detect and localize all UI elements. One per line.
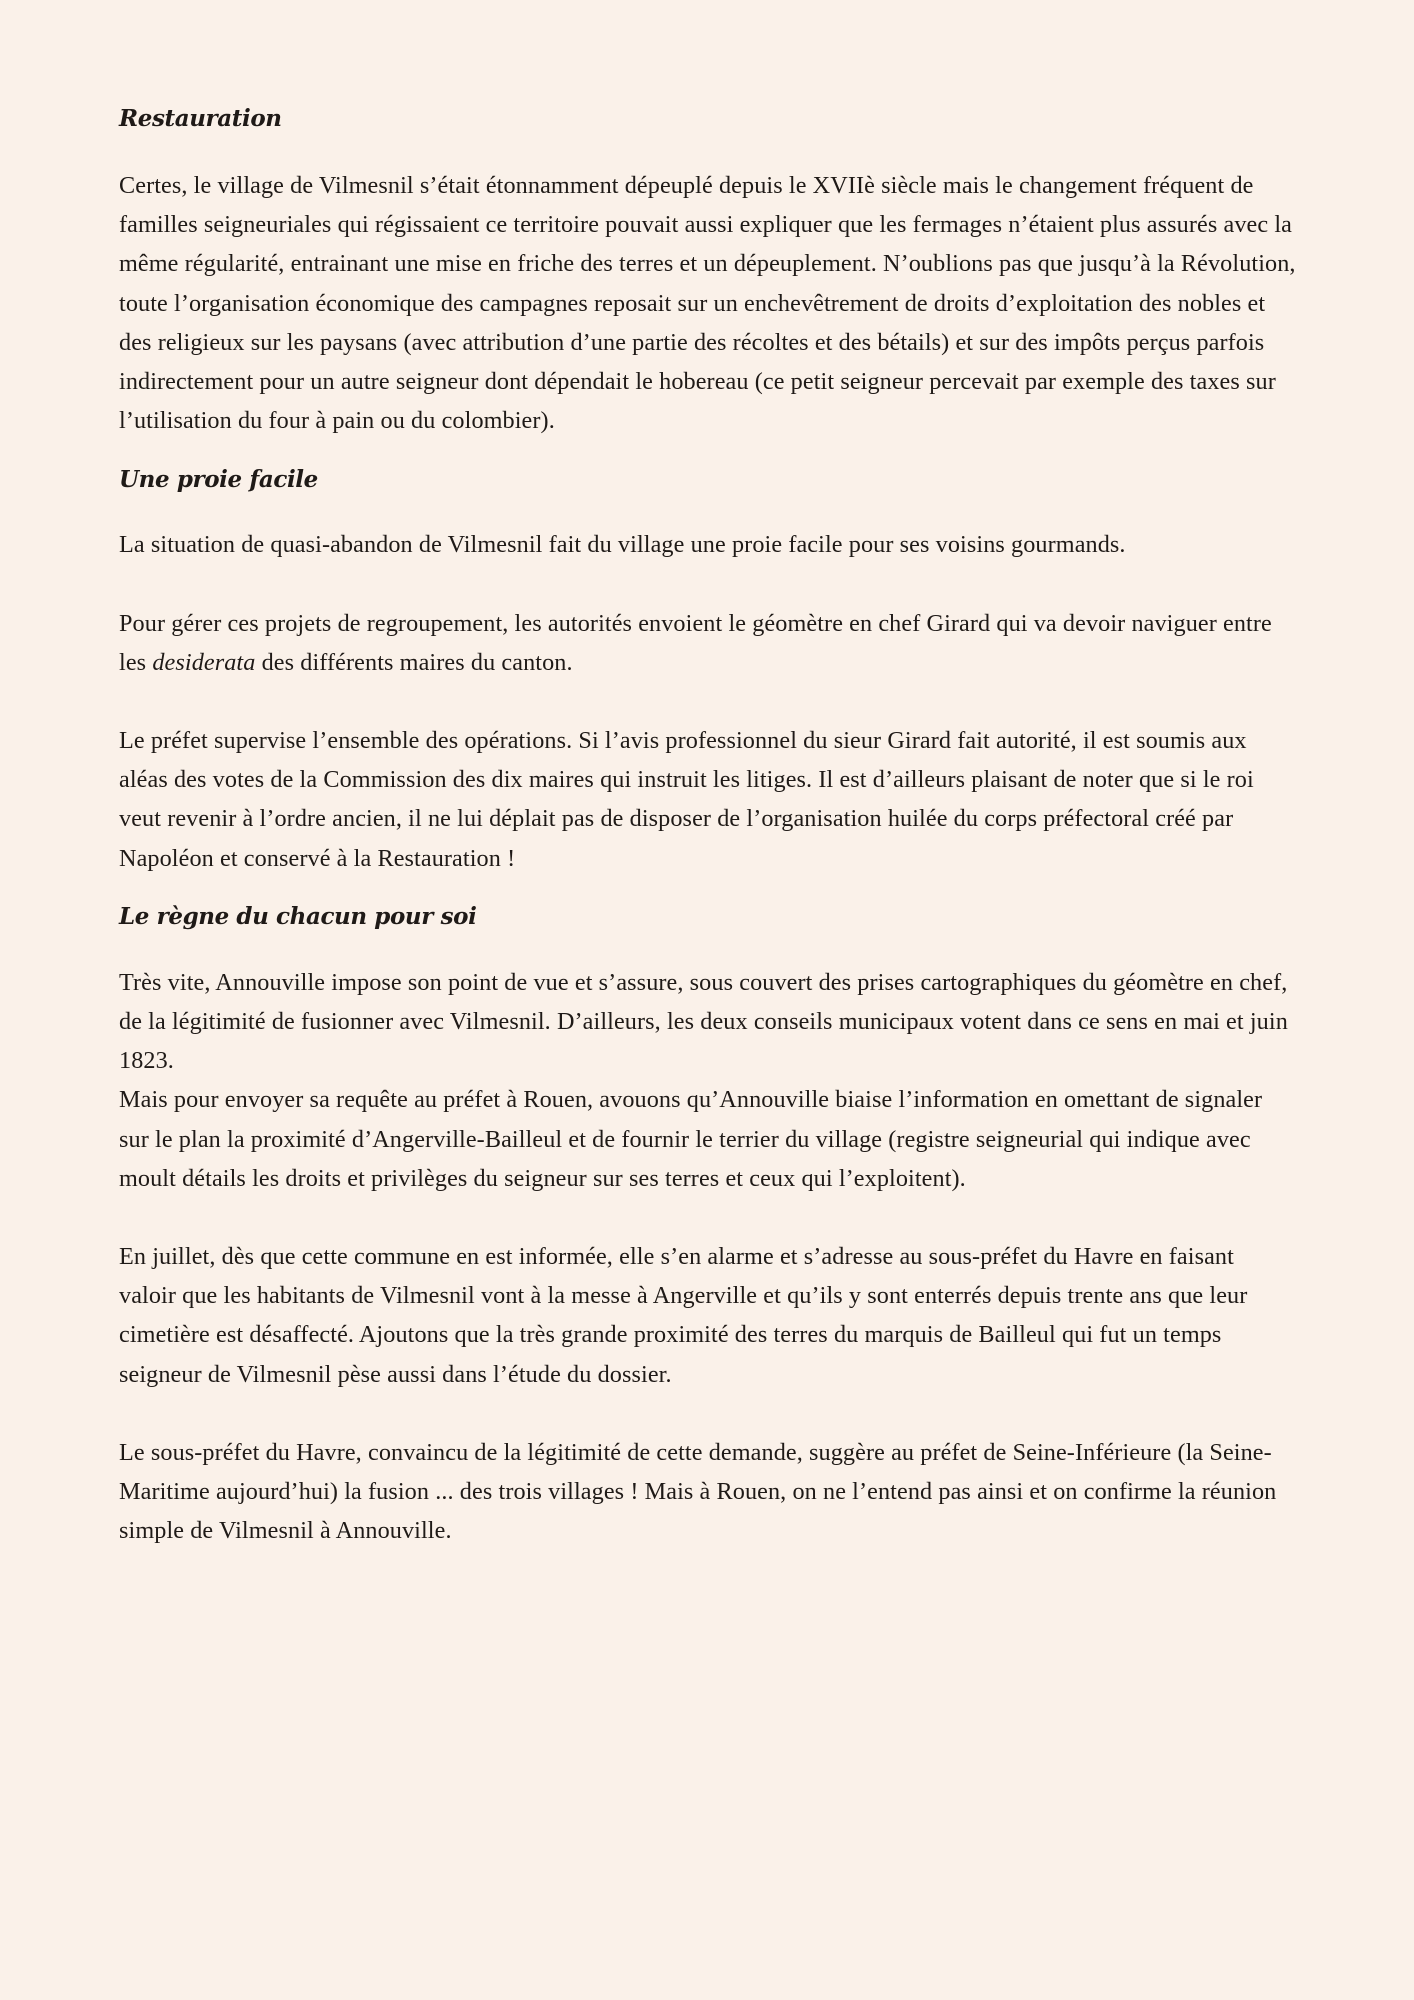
- paragraph: Le préfet supervise l’ensemble des opérations. Si l’avis professionnel du sieur Girard fait autorité, il est soumis aux aléas des votes de la Commission des dix maires qui instruit les litiges. Il est d’ailleurs plaisant de noter que si le roi veut revenir à l’ordre ancien, il ne lui déplait pas de disposer de l’organisation huilée du corps préfectoral créé par Napoléon et conservé à la Restauration !: [119, 727, 1254, 872]
- paragraph: Très vite, Annouville impose son point de vue et s’assure, sous couvert des prises cartographiques du géomètre en chef, de la légitimité de fusionner avec Vilmesnil. D’ailleurs, les deux conseils municipaux votent dans ce sens en mai et juin 1823.: [119, 968, 1288, 1075]
- paragraph-text: des différents maires du canton.: [255, 648, 573, 676]
- paragraph: Certes, le village de Vilmesnil s’était étonnamment dépeuplé depuis le XVIIè siècle mais le changement fréquent de familles seigneuriales qui régissaient ce territoire pouvait aussi expliquer que les fermages n’étaient plus assurés avec la même régularité, entrainant une mise en friche des terres et un dépeuplement. N’oublions pas que jusqu’à la Révolution, toute l’organisation économique des campagnes reposait sur un enchevêtrement de droits d’exploitation des nobles et des religieux sur les paysans (avec attribution d’une partie des récoltes et des bétails) et sur des impôts perçus parfois indirectement pour un autre seigneur dont dépendait le hobereau (ce petit seigneur percevait par exemple des taxes sur l’utilisation du four à pain ou du colombier).: [119, 172, 1296, 435]
- paragraph: La situation de quasi-abandon de Vilmesnil fait du village une proie facile pour ses voisins gourmands.: [119, 531, 1126, 559]
- paragraph: En juillet, dès que cette commune en est informée, elle s’en alarme et s’adresse au sous-préfet du Havre en faisant valoir que les habitants de Vilmesnil vont à la messe à Angerville et qu’ils y sont enterrés depuis trente ans que leur cimetière est désaffecté. Ajoutons que la très grande proximité des terres du marquis de Bailleul qui fut un temps seigneur de Vilmesnil pèse aussi dans l’étude du dossier.: [119, 1243, 1248, 1388]
- paragraph: Mais pour envoyer sa requête au préfet à Rouen, avouons qu’Annouville biaise l’information en omettant de signaler sur le plan la proximité d’Angerville-Bailleul et de fournir le terrier du village (registre seigneurial qui indique avec moult détails les droits et privilèges du seigneur sur ses terres et ceux qui l’exploitent).: [119, 1086, 1263, 1192]
- section-heading: Le règne du chacun pour soi: [119, 902, 477, 930]
- section-restauration: [119, 104, 1296, 440]
- section-le-regne-du-chacun-pour-soi: [119, 902, 1296, 1551]
- latin-term: desiderata: [152, 648, 256, 676]
- section-heading: Restauration: [119, 105, 282, 132]
- paragraph: [119, 604, 1296, 682]
- section-heading: Une proie facile: [119, 466, 318, 494]
- paragraph-text: Pour gérer ces projets de regroupement, les autorités envoient le géomètre en chef Girard qui va devoir naviguer entre les: [119, 609, 1272, 676]
- section-une-proie-facile: [119, 465, 1296, 877]
- paragraph: Le sous-préfet du Havre, convaincu de la légitimité de cette demande, suggère au préfet de Seine-Inférieure (la Seine-Maritime aujourd’hui) la fusion ... des trois villages ! Mais à Rouen, on ne l’entend pas ainsi et on confirme la réunion simple de Vilmesnil à Annouville.: [119, 1438, 1277, 1545]
